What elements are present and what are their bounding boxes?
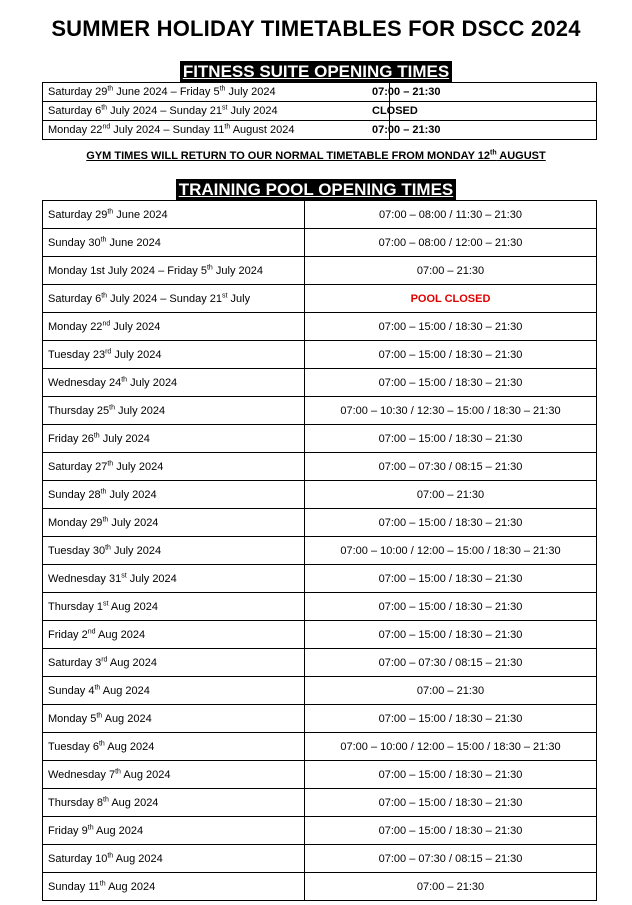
pool-date-cell: Sunday 4th Aug 2024 [43, 677, 305, 705]
pool-date-cell: Friday 26th July 2024 [43, 425, 305, 453]
pool-time-cell: 07:00 – 08:00 / 11:30 – 21:30 [305, 201, 597, 229]
fitness-date-cell: Monday 22nd July 2024 – Sunday 11th August 2024 [43, 121, 390, 140]
table-row [43, 201, 597, 229]
fitness-suite-heading-text: FITNESS SUITE OPENING TIMES [180, 61, 452, 82]
table-row [43, 733, 597, 761]
pool-time-cell: 07:00 – 15:00 / 18:30 – 21:30 [305, 509, 597, 537]
pool-date-cell: Monday 22nd July 2024 [43, 313, 305, 341]
pool-date-cell: Wednesday 7th Aug 2024 [43, 761, 305, 789]
table-row [43, 397, 597, 425]
pool-date-cell: Saturday 29th June 2024 [43, 201, 305, 229]
fitness-suite-table [42, 82, 597, 140]
pool-time-cell: 07:00 – 10:00 / 12:00 – 15:00 / 18:30 – 21:30 [305, 733, 597, 761]
table-row [43, 257, 597, 285]
pool-time-cell: 07:00 – 15:00 / 18:30 – 21:30 [305, 593, 597, 621]
pool-date-cell: Monday 29th July 2024 [43, 509, 305, 537]
table-row [43, 845, 597, 873]
table-row [43, 593, 597, 621]
pool-time-cell: 07:00 – 15:00 / 18:30 – 21:30 [305, 565, 597, 593]
pool-time-cell: 07:00 – 07:30 / 08:15 – 21:30 [305, 453, 597, 481]
pool-date-cell: Tuesday 30th July 2024 [43, 537, 305, 565]
table-row [43, 873, 597, 901]
page-title: SUMMER HOLIDAY TIMETABLES FOR DSCC 2024 [51, 16, 581, 41]
pool-date-cell: Sunday 30th June 2024 [43, 229, 305, 257]
table-row [43, 537, 597, 565]
table-row [43, 677, 597, 705]
training-pool-table [42, 200, 597, 901]
fitness-date-cell: Saturday 29th June 2024 – Friday 5th July 2024 [43, 83, 390, 102]
pool-time-cell: 07:00 – 21:30 [305, 257, 597, 285]
table-row [43, 649, 597, 677]
table-row [43, 425, 597, 453]
pool-time-cell: 07:00 – 15:00 / 18:30 – 21:30 [305, 761, 597, 789]
table-row [43, 341, 597, 369]
table-row [43, 285, 597, 313]
table-row [43, 509, 597, 537]
table-row [43, 621, 597, 649]
fitness-time-cell: 07:00 – 21:30 [390, 121, 597, 140]
pool-time-cell: 07:00 – 21:30 [305, 481, 597, 509]
pool-date-cell: Saturday 3rd Aug 2024 [43, 649, 305, 677]
pool-date-cell: Wednesday 24th July 2024 [43, 369, 305, 397]
pool-time-cell: 07:00 – 15:00 / 18:30 – 21:30 [305, 313, 597, 341]
pool-date-cell: Wednesday 31st July 2024 [43, 565, 305, 593]
pool-time-cell: 07:00 – 08:00 / 12:00 – 21:30 [305, 229, 597, 257]
pool-time-cell: 07:00 – 21:30 [305, 873, 597, 901]
pool-date-cell: Saturday 27th July 2024 [43, 453, 305, 481]
table-row [43, 369, 597, 397]
pool-date-cell: Saturday 10th Aug 2024 [43, 845, 305, 873]
table-row [43, 229, 597, 257]
pool-time-cell: 07:00 – 15:00 / 18:30 – 21:30 [305, 621, 597, 649]
pool-date-cell: Tuesday 23rd July 2024 [43, 341, 305, 369]
pool-time-cell: 07:00 – 15:00 / 18:30 – 21:30 [305, 705, 597, 733]
pool-date-cell: Monday 1st July 2024 – Friday 5th July 2024 [43, 257, 305, 285]
table-row [43, 565, 597, 593]
pool-time-cell: 07:00 – 07:30 / 08:15 – 21:30 [305, 649, 597, 677]
pool-date-cell: Saturday 6th July 2024 – Sunday 21st July [43, 285, 305, 313]
pool-date-cell: Thursday 1st Aug 2024 [43, 593, 305, 621]
pool-date-cell: Friday 9th Aug 2024 [43, 817, 305, 845]
pool-time-cell: 07:00 – 15:00 / 18:30 – 21:30 [305, 425, 597, 453]
fitness-time-cell: 07:00 – 21:30 [390, 83, 597, 102]
pool-time-cell: 07:00 – 15:00 / 18:30 – 21:30 [305, 817, 597, 845]
pool-time-cell: 07:00 – 15:00 / 18:30 – 21:30 [305, 341, 597, 369]
pool-date-cell: Thursday 25th July 2024 [43, 397, 305, 425]
training-pool-heading-text: TRAINING POOL OPENING TIMES [176, 179, 457, 201]
table-row [43, 102, 597, 121]
table-row [43, 817, 597, 845]
table-row [43, 121, 597, 140]
pool-closed-status: POOL CLOSED [305, 285, 597, 313]
pool-time-cell: 07:00 – 21:30 [305, 677, 597, 705]
table-row [43, 453, 597, 481]
pool-date-cell: Sunday 28th July 2024 [43, 481, 305, 509]
pool-time-cell: 07:00 – 10:30 / 12:30 – 15:00 / 18:30 – 21:30 [305, 397, 597, 425]
pool-date-cell: Sunday 11th Aug 2024 [43, 873, 305, 901]
pool-date-cell: Tuesday 6th Aug 2024 [43, 733, 305, 761]
pool-time-cell: 07:00 – 10:00 / 12:00 – 15:00 / 18:30 – 21:30 [305, 537, 597, 565]
fitness-suite-heading [0, 61, 632, 82]
table-row [43, 789, 597, 817]
pool-date-cell: Friday 2nd Aug 2024 [43, 621, 305, 649]
table-row [43, 83, 597, 102]
pool-time-cell: 07:00 – 15:00 / 18:30 – 21:30 [305, 789, 597, 817]
table-row [43, 761, 597, 789]
training-pool-heading [0, 179, 632, 201]
pool-time-cell: 07:00 – 15:00 / 18:30 – 21:30 [305, 369, 597, 397]
pool-date-cell: Thursday 8th Aug 2024 [43, 789, 305, 817]
gym-times-note: GYM TIMES WILL RETURN TO OUR NORMAL TIMETABLE FROM MONDAY 12th AUGUST [86, 149, 546, 162]
pool-time-cell: 07:00 – 07:30 / 08:15 – 21:30 [305, 845, 597, 873]
fitness-date-cell: Saturday 6th July 2024 – Sunday 21st July 2024 [43, 102, 390, 121]
table-row [43, 481, 597, 509]
pool-date-cell: Monday 5th Aug 2024 [43, 705, 305, 733]
table-row [43, 313, 597, 341]
fitness-time-cell: CLOSED [390, 102, 597, 121]
table-row [43, 705, 597, 733]
